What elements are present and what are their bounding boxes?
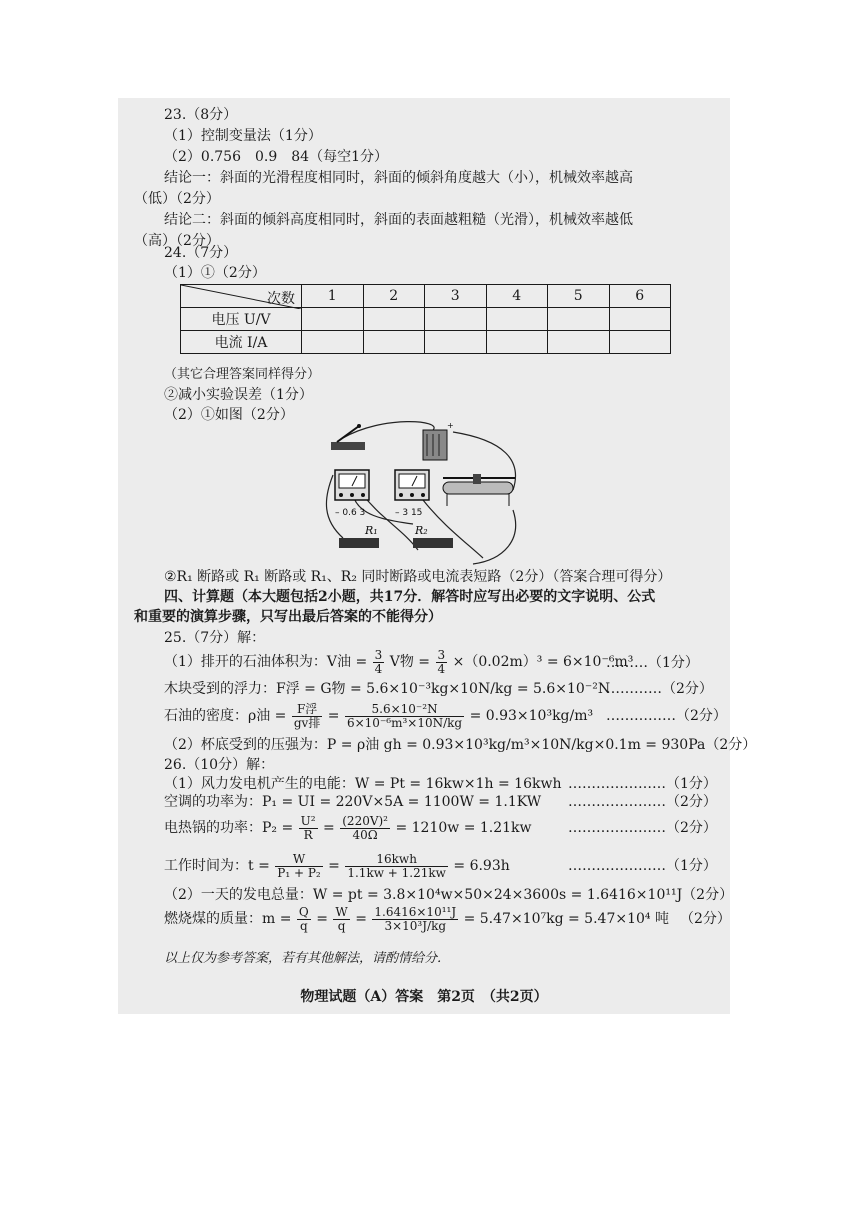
fraction [340, 815, 390, 842]
q26-line3-text: 电热锅的功率：P₂ = [164, 820, 294, 836]
table-row-label-voltage: 电压 U/V [181, 308, 302, 331]
page-footer: 物理试题（A）答案 第2页 （共2页） [300, 989, 548, 1005]
fraction [299, 815, 318, 842]
fraction-den: 4 [437, 661, 446, 676]
fraction [373, 649, 385, 676]
fraction-num: 16kwh [345, 853, 448, 867]
table-cell [425, 308, 487, 331]
fraction [333, 906, 349, 933]
q23-part1: （1）控制变量法（1分） [164, 128, 322, 144]
q25-line1-text: ×（0.02m）³ = 6×10⁻⁶m³ [452, 654, 634, 670]
fraction-den: P₁ + P₂ [277, 865, 321, 880]
q26-line3: 电热锅的功率：P₂ = $\frac{\text{U²}}{R}$ = $\frac{\text{(220V)²}}{40\Omega}$ = 1210w = 1.21kw [164, 813, 532, 842]
table-cell [486, 308, 548, 331]
ammeter-terminal-label: – 0.6 3 [335, 508, 366, 518]
ammeter-icon [335, 470, 369, 500]
table-cell [302, 331, 364, 354]
voltmeter-icon [395, 470, 429, 500]
q24-note: （其它合理答案同样得分） [164, 367, 321, 382]
q26-heading: 26.（10分）解： [164, 757, 275, 773]
q25-line1 [164, 648, 633, 676]
q26-line6: 燃烧煤的质量：m = $\frac{Q}{q}$ = $\frac{W}{q}$ = $\frac{\text{1.6416×10¹¹J}}{\text{3×10³J/kg}}$ = 5.47×10⁷kg = 5.47×10⁴ 吨 [164, 904, 669, 933]
closing-note: 以上仅为参考答案，若有其他解法，请酌情给分． [164, 951, 451, 966]
q25-line2: 木块受到的浮力：F浮 = G物 = 5.6×10⁻³kg×10N/kg = 5.6×10⁻²N [164, 681, 611, 697]
q26-line4-text: = 6.93h [453, 858, 510, 874]
r2-label: R₂ [415, 524, 428, 537]
table-cell [548, 308, 610, 331]
q23-conclusion2-cont: （高）（2分） [134, 233, 220, 249]
q26-line4-text: 工作时间为：t = [164, 858, 270, 874]
table-cell [363, 331, 425, 354]
table-cell [548, 331, 610, 354]
q25-line4: （2）杯底受到的压强为：P = ρ油 gh = 0.93×10³kg/m³×10N/kg×0.1m = 930Pa（2分） [164, 737, 757, 753]
fraction-num: Q [298, 904, 309, 919]
fraction-den: 3×10³J/kg [384, 918, 447, 933]
q25-line1-text: （1）排开的石油体积为：V油 = [164, 654, 368, 670]
voltmeter-terminal-label: – 3 15 [395, 508, 423, 518]
fraction-den: 4 [374, 661, 383, 676]
fraction [297, 906, 311, 933]
circuit-diagram [323, 420, 533, 568]
fraction [345, 853, 448, 880]
q23-conclusion1: 结论一：斜面的光滑程度相同时，斜面的倾斜角度越大（小），机械效率越高 [164, 170, 633, 186]
q23-conclusion2: 结论二：斜面的倾斜高度相同时，斜面的表面越粗糙（光滑），机械效率越低 [164, 212, 633, 228]
table-col-header: 5 [548, 285, 610, 308]
q24-part1-2: ②减小实验误差（1分） [164, 387, 313, 403]
q24-part2: （2）①如图（2分） [164, 407, 294, 423]
q26-line6-text: = 5.47×10⁷kg = 5.47×10⁴ 吨 [463, 911, 669, 927]
fraction-num: W [275, 853, 322, 867]
fraction [372, 906, 458, 933]
q25-line3-text: = 0.93×10³kg/m³ [469, 708, 594, 724]
fraction-num: (220V)² [342, 813, 388, 828]
q25-line1-text: V物 = [389, 654, 431, 670]
fraction-num: W [335, 904, 348, 919]
svg-text:+: + [447, 421, 454, 430]
table-cell [609, 308, 671, 331]
fraction-den: q [337, 918, 346, 933]
section4-heading: 四、计算题（本大题包括2小题，共17分．解答时应写出必要的文字说明、公式 [164, 589, 656, 605]
fraction-num: 5.6×10⁻²N [345, 703, 464, 717]
q25-line2-score: …………（2分） [606, 681, 713, 697]
q26-line5: （2）一天的发电总量：W = pt = 3.8×10⁴w×50×24×3600s = 1.6416×10¹¹J（2分） [164, 887, 734, 903]
fraction-den: 1.1kw + 1.21kw [347, 865, 446, 880]
table-cell [302, 308, 364, 331]
q25-line3-score: ……………（2分） [606, 708, 727, 724]
q26-line1: （1）风力发电机产生的电能：W = Pt = 16kw×1h = 16kwh [164, 776, 562, 792]
fraction [345, 703, 464, 730]
q26-line6-score: （2分） [680, 911, 731, 927]
table-row [181, 308, 671, 331]
fraction-num: 1.6416×10¹¹J [374, 904, 457, 919]
q26-line6-text: 燃烧煤的质量：m = [164, 911, 292, 927]
table-col-header: 2 [363, 285, 425, 308]
table-cell [609, 331, 671, 354]
q23-part2: （2）0.756 0.9 84（每空1分） [164, 149, 388, 165]
table-corner-label: 次数 [267, 291, 295, 307]
fraction-den: gv排 [293, 715, 321, 730]
fraction-num: 3 [437, 647, 446, 662]
q26-line4: 工作时间为：t = $\frac{W}{\text{P₁ + P₂}}$ = $\frac{\text{16kwh}}{1.1kw + 1.21kw}$ = 6.93h [164, 851, 510, 880]
fraction-den: 40Ω [352, 827, 378, 842]
q26-line4-score: …………………（1分） [568, 858, 717, 874]
table-cell [486, 331, 548, 354]
table-col-header: 6 [609, 285, 671, 308]
table-header-row [181, 285, 671, 308]
q26-line3-text: = 1210w = 1.21kw [395, 820, 532, 836]
fraction-num: F浮 [292, 703, 322, 717]
resistor-r1-icon [339, 538, 379, 548]
fraction [275, 853, 322, 880]
q23-heading: 23.（8分） [164, 107, 238, 123]
q26-line2: 空调的功率为：P₁ = UI = 220V×5A = 1100W = 1.1KW [164, 794, 542, 810]
fraction-num: U² [300, 813, 316, 828]
q26-line2-score: …………………（2分） [568, 794, 717, 810]
fraction-den: R [303, 827, 313, 842]
section4-heading-cont: 和重要的演算步骤，只写出最后答案的不能得分） [134, 609, 442, 625]
scanned-answer-page [118, 98, 757, 1014]
q26-line3-score: …………………（2分） [568, 820, 717, 836]
q25-line3-text: 石油的密度：ρ油 = [164, 708, 287, 724]
table-col-header: 4 [486, 285, 548, 308]
table-row [181, 331, 671, 354]
resistor-r2-icon [413, 538, 453, 548]
q23-conclusion1-cont: （低）（2分） [134, 191, 220, 207]
fraction-den: 6×10⁻⁶m³×10N/kg [346, 715, 463, 730]
table-cell [425, 331, 487, 354]
q24-heading: 24.（7分） [164, 245, 238, 261]
fraction [436, 649, 448, 676]
r1-label: R₁ [365, 524, 378, 537]
table-corner-cell [181, 285, 302, 308]
q26-line1-score: …………………（1分） [568, 776, 717, 792]
fraction-num: 3 [374, 647, 383, 662]
table-col-header: 1 [302, 285, 364, 308]
q25-heading: 25.（7分）解： [164, 630, 266, 646]
table-cell [363, 308, 425, 331]
fraction [292, 703, 322, 730]
q24-part1: （1）①（2分） [164, 265, 266, 281]
measurement-table [180, 284, 671, 354]
table-row-label-current: 电流 I/A [181, 331, 302, 354]
q24-part2-2: ②R₁ 断路或 R₁ 断路或 R₁、R₂ 同时断路或电流表短路（2分）（答案合理可得分） [164, 569, 672, 585]
q25-line1-score: ………（1分） [606, 655, 699, 671]
table-col-header: 3 [425, 285, 487, 308]
fraction-den: q [300, 918, 308, 933]
q25-line3: 石油的密度：ρ油 = $\frac{\text{F浮}}{\text{gv排}}$ = $\frac{\text{5.6×10⁻²N}}{\text{6×10⁻⁶m³×10N/kg}}$ = 0.93×10³kg/m³ [164, 701, 594, 730]
